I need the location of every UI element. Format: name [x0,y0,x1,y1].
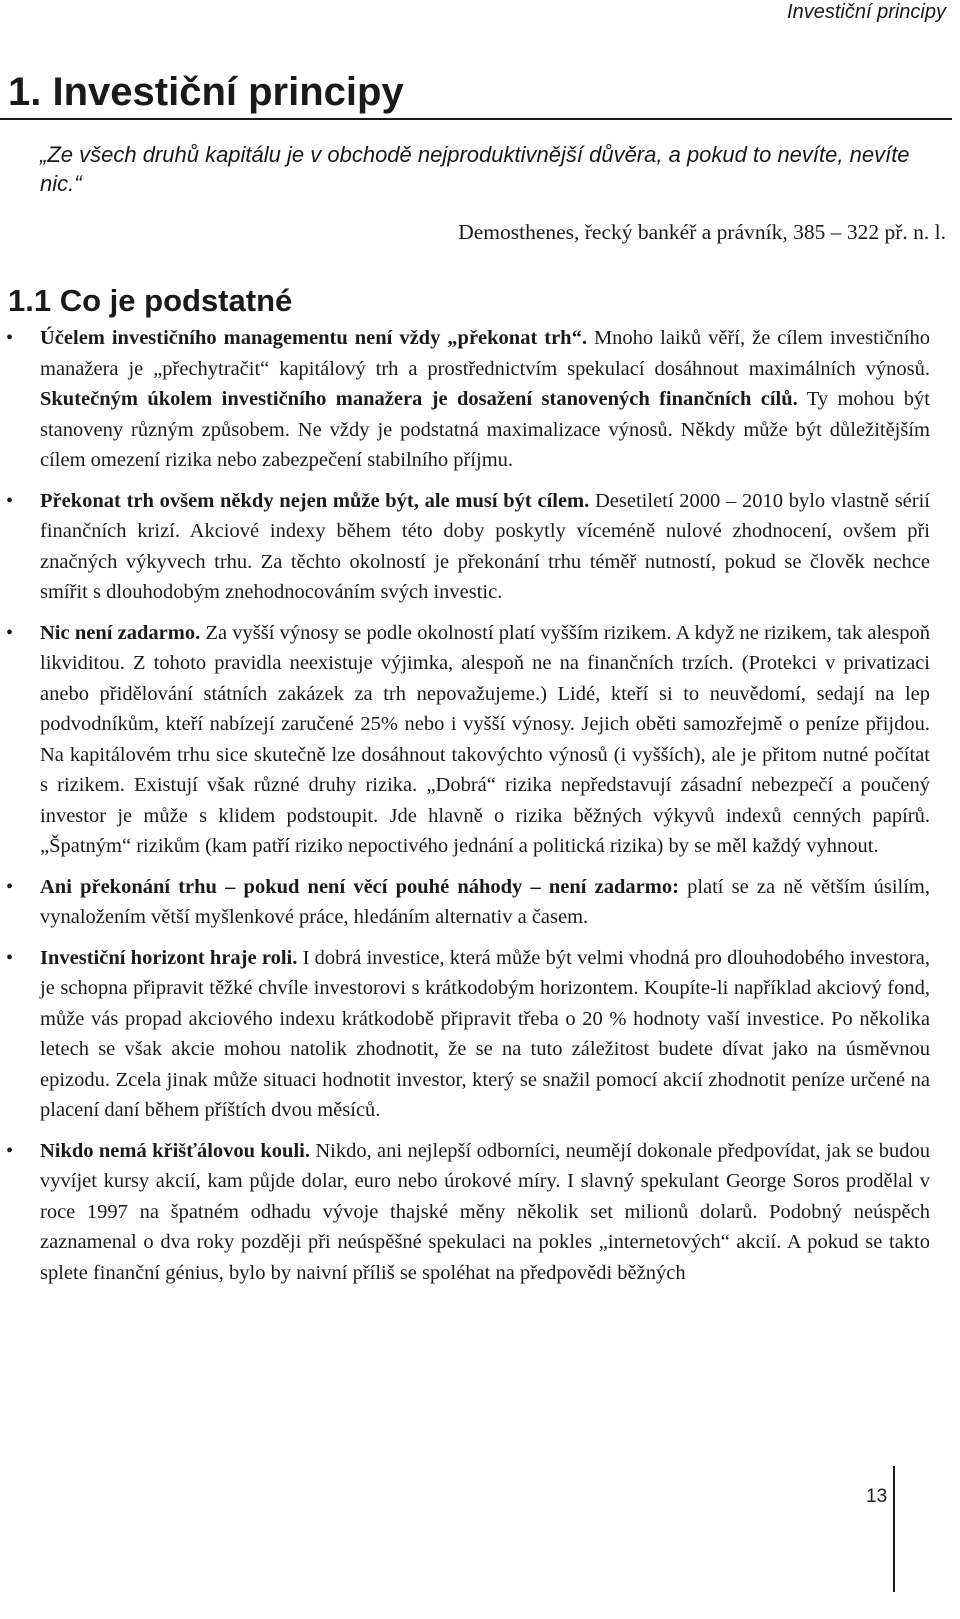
bold-text: Účelem investičního managementu není vždy „překonat trh“. [40,327,587,349]
bullet-paragraph [40,943,930,1126]
bold-text: Nikdo nemá křišťálovou kouli. [40,1139,310,1162]
bullet-icon: • [6,327,14,349]
bullet-paragraph [40,486,930,608]
epigraph-quote: „Ze všech druhů kapitálu je v obchodě nejproduktivnější důvěra, a pokud to nevíte, nevíte nic.“ [40,142,910,196]
bold-text: Překonat trh ovšem někdy nejen může být, ale musí být cílem. [40,489,590,512]
bold-text: Skutečným úkolem investičního manažera je dosažení stanovených finančních cílů. [40,388,798,410]
bold-text: Ani překonání trhu – pokud není věcí pouhé náhody – není zadarmo: [40,875,679,898]
list-item [0,872,930,933]
list-item [0,618,930,862]
list-item [0,1136,930,1289]
epigraph-attribution: Demosthenes, řecký bankéř a právník, 385 – 322 př. n. l. [458,220,946,244]
section-number: 1.1 [8,283,52,318]
body-text: Desetiletí 2000 – 2010 bylo vlastně sérií finančních krizí. Akciové indexy během této doby poskytly víceméně nulové zhodnocení, ovšem při značných výkyvech trhu. Za těchto okolností je překonání trhu téměř nutností, pokud se člověk nechce smířit s dlouhodobým znehodnocováním svých investic. [40,489,930,603]
list-item [0,323,930,476]
body-text: Nikdo, ani nejlepší odborníci, neumějí dokonale předpovídat, jak se budou vyvíjet kursy akcií, kam půjde dolar, euro nebo úrokové míry. I slavný spekulant George Soros prodělal v roce 1997 na špatném odhadu vývoje thajské měny několik set milionů dolarů. Podobný neúspěch zaznamenal o dva roky později při neúspěšné spekulaci na pokles „internetových“ akcií. A pokud se takto splete finanční génius, bylo by naivní příliš se spoléhat na předpovědi běžných [40,1139,930,1284]
bullet-icon: • [6,875,14,898]
body-text: Ty mohou být stanoveny různým způsobem. Ne vždy je podstatná maximalizace výnosů. Někdy může být důležitějším cílem omezení rizika nebo zabezpečení stabilního příjmu. [40,388,930,471]
section-title [8,283,292,319]
bullet-icon: • [6,621,14,644]
bullet-paragraph [40,323,930,476]
chapter-number: 1. [8,70,42,114]
body-text: Za vyšší výnosy se podle okolností platí vyšším rizikem. A když ne rizikem, tak alespoň likviditou. Z tohoto pravidla neexistuje výjimka, alespoň ne na finančních trzích. (Protekci v privatizaci anebo přidělování státních zakázek za trh nepovažujeme.) Lidé, kteří si to neuvědomí, sedají na lep podvodníkům, kteří nabízejí zaručené 25% nebo i vyšší výnosy. Jejich oběti samozřejmě o peníze přijdou. Na kapitálovém trhu sice skutečně lze dosáhnout takovýchto výnosů (i vyšších), ale je přitom nutné počítat s rizikem. Existují však různé druhy rizika. „Dobrá“ rizika nepředstavují zásadní nebezpečí a poučený investor je může s klidem podstoupit. Jde hlavně o rizika běžných výkyvů indexů cenných papírů. „Špatným“ rizikům (kam patří riziko nepoctivého jednání a politická rizika) by se měl každý vyhnout. [40,621,930,857]
bold-text: Nic není zadarmo. [40,621,201,644]
bullet-paragraph [40,1136,930,1289]
page-number-rule [893,1466,895,1592]
running-head: Investiční principy [787,1,946,23]
bullet-paragraph [40,872,930,933]
chapter-title [8,70,404,114]
page-number: 13 [866,1486,888,1507]
bullet-icon: • [6,1139,14,1162]
bullet-list [0,323,930,1298]
body-text: platí se za ně větším úsilím, vynaložením větší myšlenkové práce, hledáním alternativ a časem. [40,875,931,928]
bold-text: Investiční horizont hraje roli. [40,946,298,969]
bullet-icon: • [6,946,14,969]
chapter-divider [0,118,952,120]
body-text: Mnoho laiků věří, že cílem investičního manažera je „přechytračit“ kapitálový trh a prostřednictvím spekulací dosáhnout maximálních výnosů. [40,327,931,380]
bullet-paragraph [40,618,930,862]
bullet-icon: • [6,489,14,512]
list-item [0,943,930,1126]
section-title-text: Co je podstatné [59,283,293,318]
chapter-title-text: Investiční principy [52,70,404,114]
list-item [0,486,930,608]
body-text: I dobrá investice, která může být velmi vhodná pro dlouhodobého investora, je schopna připravit těžké chvíle investorovi s krátkodobým horizontem. Koupíte-li například akciový fond, může vás propad akciového indexu krátkodobě připravit třeba o 20 % hodnoty vaší investice. Po několika letech se však akcie mohou natolik zhodnotit, že se na tuto záležitost budete dívat jako na úsměvnou epizodu. Zcela jinak může situaci hodnotit investor, který se snažil pomocí akcií zhodnotit peníze určené na placení daní během příštích dvou měsíců. [40,946,930,1121]
